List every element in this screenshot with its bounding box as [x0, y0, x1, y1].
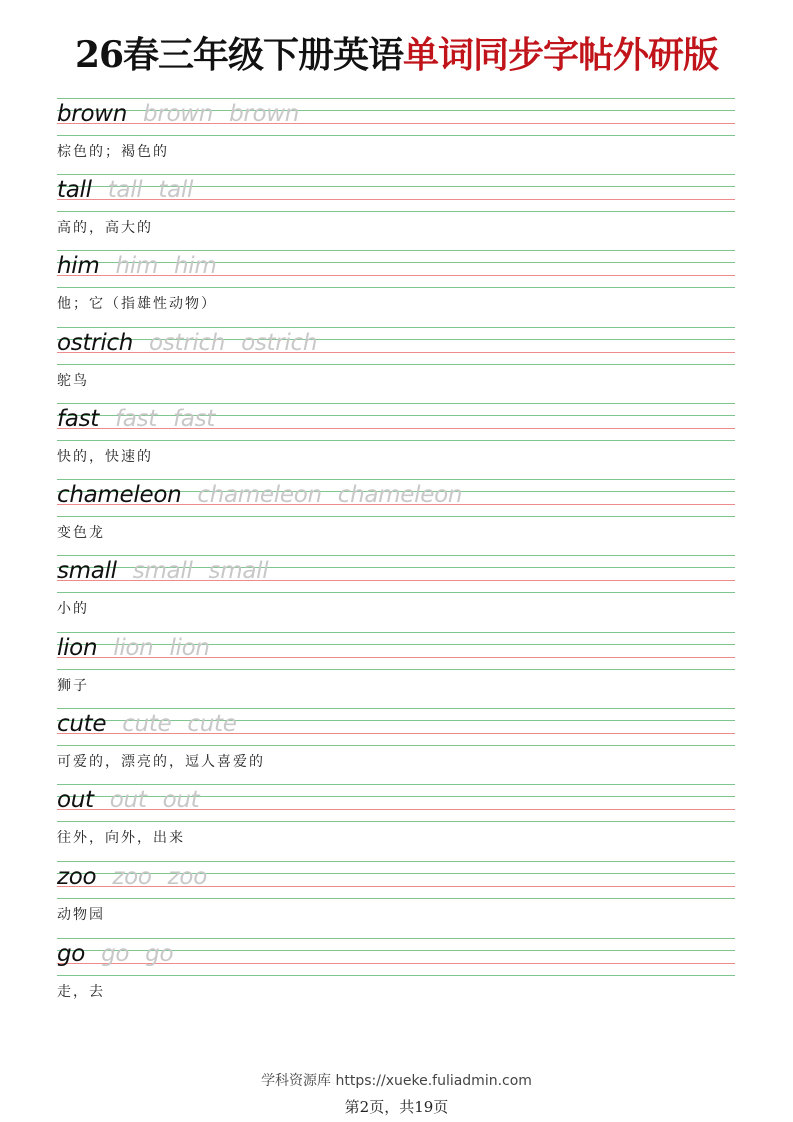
footer-site-link: 学科资源库 https://xueke.fuliadmin.com: [261, 1073, 532, 1089]
word-row: [57, 785, 199, 815]
trace-word: go: [145, 941, 174, 967]
trace-word: him: [115, 253, 158, 279]
english-word: chameleon: [57, 482, 182, 508]
trace-word: out: [109, 787, 147, 813]
chinese-meaning: 他；它（指雄性动物）: [57, 296, 217, 312]
trace-word: go: [101, 941, 130, 967]
chinese-meaning: 走，去: [57, 984, 105, 1000]
trace-word: lion: [113, 635, 154, 661]
english-word: cute: [57, 711, 107, 737]
trace-word: brown: [143, 101, 214, 127]
english-word: zoo: [57, 864, 97, 890]
english-word: him: [57, 253, 100, 279]
guide-line: [57, 821, 735, 822]
chinese-meaning: 动物园: [57, 907, 105, 923]
page-title-part2: 单词同步字帖外研版: [403, 34, 719, 76]
word-row: [57, 556, 268, 586]
trace-word: lion: [169, 635, 210, 661]
word-entry: [0, 784, 793, 860]
guide-line: [57, 516, 735, 517]
word-row: [57, 251, 216, 281]
chinese-meaning: 小的: [57, 601, 89, 617]
english-word: tall: [57, 177, 92, 203]
trace-word: out: [162, 787, 200, 813]
word-entry: [0, 250, 793, 326]
trace-word: zoo: [112, 864, 152, 890]
chinese-meaning: 可爱的，漂亮的，逗人喜爱的: [57, 754, 265, 770]
word-entry: [0, 327, 793, 403]
guide-line: [57, 211, 735, 212]
word-entry: [0, 98, 793, 174]
guide-line: [57, 135, 735, 136]
chinese-meaning: 狮子: [57, 678, 89, 694]
word-row: [57, 862, 207, 892]
trace-word: fast: [173, 406, 215, 432]
guide-line: [57, 364, 735, 365]
english-word: brown: [57, 101, 128, 127]
guide-line: [57, 898, 735, 899]
word-entry: [0, 632, 793, 708]
word-entry: [0, 479, 793, 555]
trace-word: ostrich: [149, 330, 226, 356]
english-word: small: [57, 558, 117, 584]
trace-word: chameleon: [197, 482, 322, 508]
word-row: [57, 939, 173, 969]
word-row: [57, 633, 210, 663]
chinese-meaning: 棕色的；褐色的: [57, 144, 169, 160]
trace-word: tall: [107, 177, 143, 203]
word-entry: [0, 174, 793, 250]
word-entry: [0, 938, 793, 1014]
word-entry: [0, 708, 793, 784]
trace-word: cute: [122, 711, 172, 737]
chinese-meaning: 变色龙: [57, 525, 105, 541]
english-word: fast: [57, 406, 99, 432]
trace-word: brown: [229, 101, 300, 127]
guide-line: [57, 440, 735, 441]
guide-line: [57, 745, 735, 746]
word-row: [57, 328, 317, 358]
chinese-meaning: 往外，向外，出来: [57, 830, 185, 846]
word-entry: [0, 403, 793, 479]
word-entry: [0, 861, 793, 937]
trace-word: small: [208, 558, 269, 584]
trace-word: tall: [158, 177, 194, 203]
chinese-meaning: 快的，快速的: [57, 449, 153, 465]
english-word: lion: [57, 635, 98, 661]
guide-line: [57, 975, 735, 976]
word-entry: [0, 555, 793, 631]
trace-word: ostrich: [241, 330, 318, 356]
english-word: out: [57, 787, 94, 813]
trace-word: him: [173, 253, 217, 279]
word-row: [57, 404, 215, 434]
word-row: [57, 99, 299, 129]
trace-word: fast: [115, 406, 157, 432]
word-row: [57, 175, 193, 205]
word-row: [57, 709, 237, 739]
trace-word: cute: [187, 711, 237, 737]
guide-line: [57, 592, 735, 593]
guide-line: [57, 287, 735, 288]
word-row: [57, 480, 462, 510]
chinese-meaning: 鸵鸟: [57, 373, 89, 389]
trace-word: small: [132, 558, 193, 584]
guide-line: [57, 669, 735, 670]
page-title-part1: 26春三年级下册英语: [74, 34, 404, 76]
chinese-meaning: 高的，高大的: [57, 220, 153, 236]
english-word: ostrich: [57, 330, 134, 356]
page-number: 第2页，共19页: [344, 1098, 449, 1116]
trace-word: zoo: [167, 864, 207, 890]
english-word: go: [57, 941, 86, 967]
trace-word: chameleon: [337, 482, 463, 508]
